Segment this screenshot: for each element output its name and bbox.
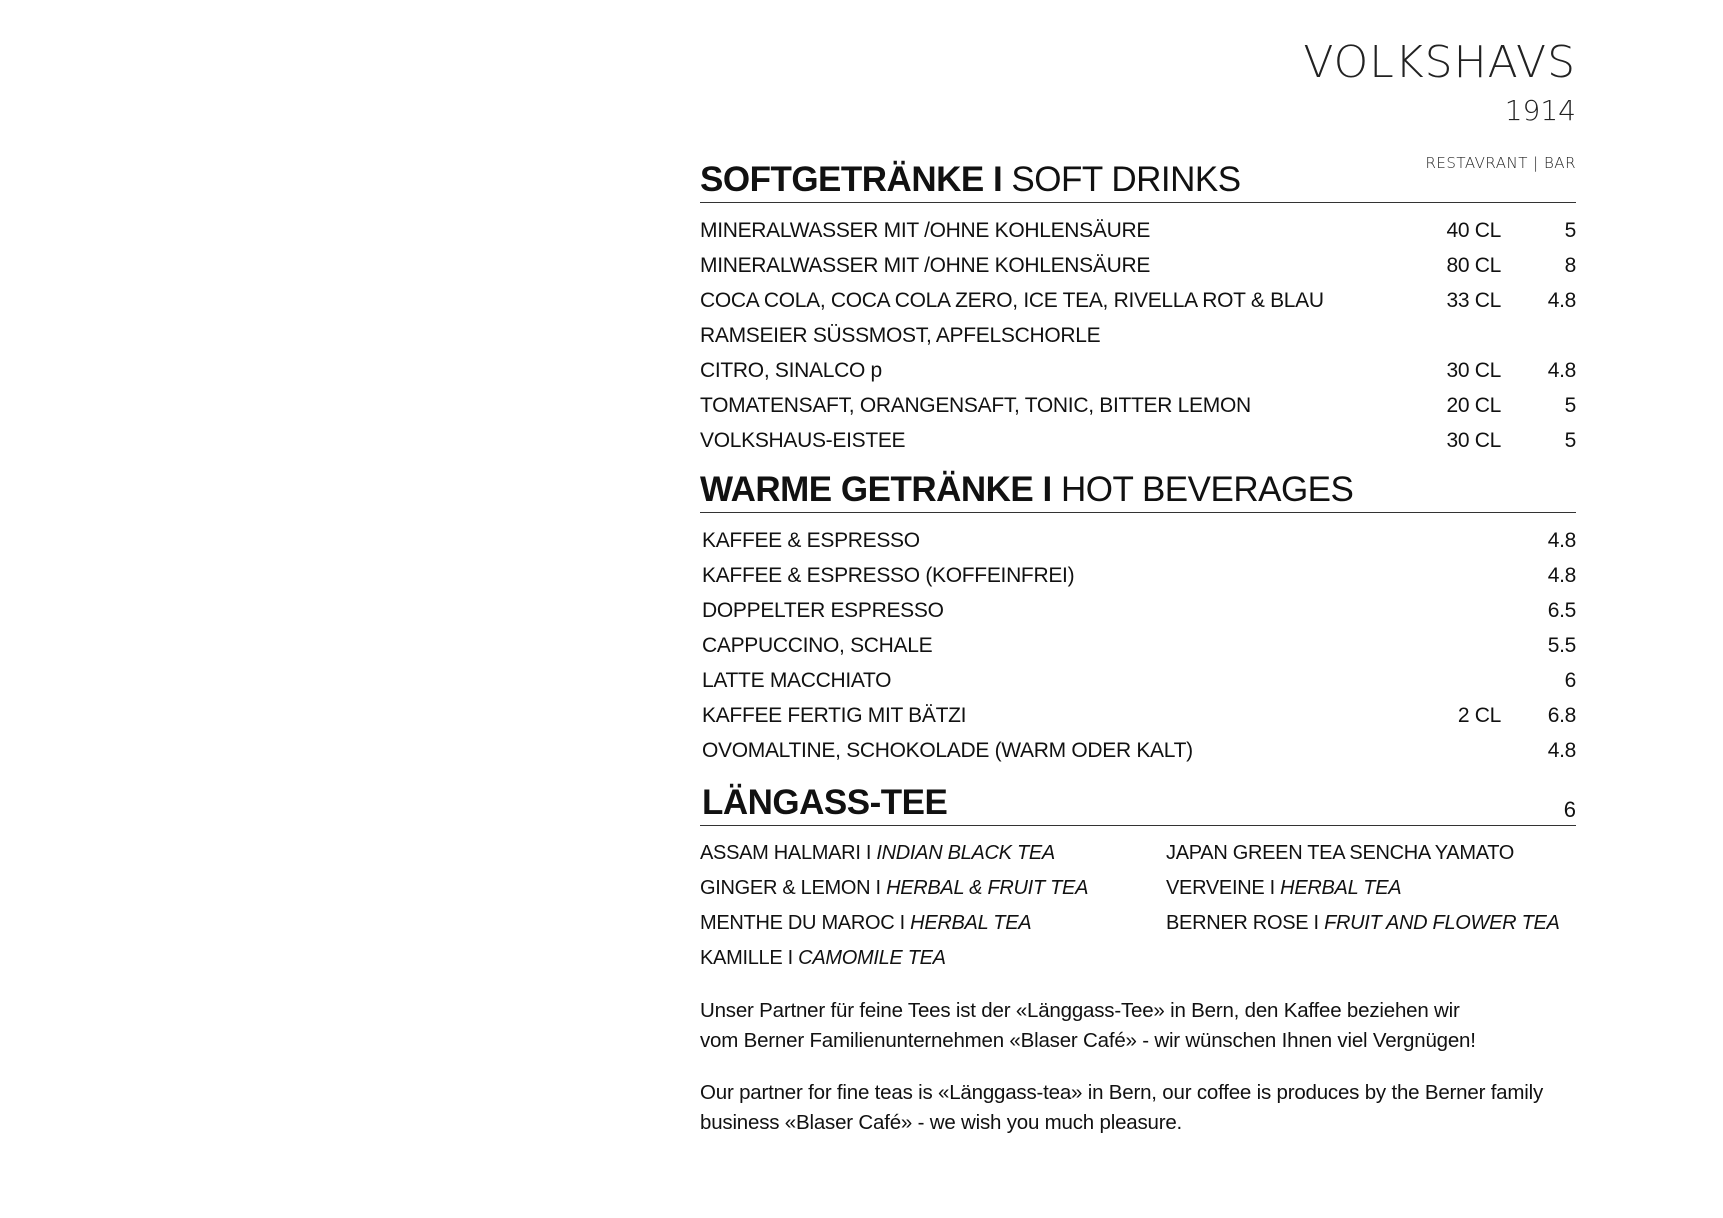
hot-beverages-list bbox=[700, 523, 1576, 768]
item-name: OVOMALTINE, SCHOKOLADE (WARM ODER KALT) bbox=[702, 738, 1193, 762]
section-title-thin: SOFT DRINKS bbox=[1011, 160, 1241, 199]
section-title-bold: WARME GETRÄNKE I bbox=[700, 470, 1052, 509]
item-name: CITRO, SINALCO p bbox=[700, 358, 882, 382]
item-price: 4.8 bbox=[1547, 528, 1576, 552]
item-volume: 80 CL bbox=[1446, 253, 1501, 277]
section-title-bold: SOFTGETRÄNKE I bbox=[700, 160, 1003, 199]
item-price: 8 bbox=[1564, 253, 1576, 277]
section-title bbox=[700, 160, 1576, 203]
menu-item bbox=[700, 318, 1576, 353]
item-price: 6 bbox=[1564, 668, 1576, 692]
item-name: MINERALWASSER MIT /OHNE KOHLENSÄURE bbox=[700, 253, 1151, 277]
item-name: DOPPELTER ESPRESSO bbox=[702, 598, 944, 622]
tea-item bbox=[1166, 871, 1576, 906]
menu-item bbox=[702, 663, 1576, 698]
item-name: MINERALWASSER MIT /OHNE KOHLENSÄURE bbox=[700, 218, 1151, 242]
tea-name: GINGER & LEMON I bbox=[700, 877, 881, 899]
tea-item bbox=[700, 906, 1166, 941]
item-name: TOMATENSAFT, ORANGENSAFT, TONIC, BITTER LEMON bbox=[700, 393, 1251, 417]
tea-item bbox=[700, 836, 1166, 871]
tea-type: HERBAL TEA bbox=[910, 912, 1032, 934]
tea-item bbox=[1166, 941, 1576, 976]
section-hot-beverages bbox=[700, 470, 1576, 768]
item-name: LATTE MACCHIATO bbox=[702, 668, 892, 692]
tea-type: INDIAN BLACK TEA bbox=[876, 842, 1055, 864]
item-name: KAFFEE & ESPRESSO (KOFFEINFREI) bbox=[702, 563, 1075, 587]
section-title bbox=[700, 470, 1576, 513]
item-name: KAFFEE & ESPRESSO bbox=[702, 528, 920, 552]
menu-item bbox=[700, 353, 1576, 388]
tea-type: HERBAL TEA bbox=[1280, 877, 1402, 899]
tea-type: CAMOMILE TEA bbox=[798, 947, 946, 969]
tea-item bbox=[1166, 906, 1576, 941]
tea-item bbox=[700, 941, 1166, 976]
tea-price: 6 bbox=[1563, 797, 1576, 822]
item-price: 4.8 bbox=[1547, 288, 1576, 312]
tea-item bbox=[700, 871, 1166, 906]
item-price: 5 bbox=[1564, 393, 1576, 417]
item-name: COCA COLA, COCA COLA ZERO, ICE TEA, RIVELLA ROT & BLAU bbox=[700, 288, 1324, 312]
item-price: 5.5 bbox=[1547, 633, 1576, 657]
menu-item bbox=[700, 423, 1576, 458]
menu-item bbox=[700, 283, 1576, 318]
notes bbox=[700, 996, 1576, 1138]
item-price: 5 bbox=[1564, 428, 1576, 452]
section-title bbox=[700, 783, 1576, 826]
section-tea bbox=[700, 783, 1576, 976]
brand-year: 1914 bbox=[1504, 94, 1576, 127]
tea-item bbox=[1166, 836, 1576, 871]
soft-drinks-list bbox=[700, 213, 1576, 458]
brand-name: VOLKSHAVS bbox=[1303, 37, 1576, 88]
section-title-bold: LÄNGASS-TEE bbox=[702, 783, 948, 822]
item-price: 4.8 bbox=[1547, 738, 1576, 762]
tea-name: VERVEINE I bbox=[1166, 877, 1275, 899]
item-volume: 30 CL bbox=[1446, 358, 1501, 382]
tea-name: MENTHE DU MAROC I bbox=[700, 912, 905, 934]
item-price: 4.8 bbox=[1547, 358, 1576, 382]
tea-name: ASSAM HALMARI I bbox=[700, 842, 872, 864]
item-name: CAPPUCCINO, SCHALE bbox=[702, 633, 933, 657]
note-german: Unser Partner für feine Tees ist der «Länggass-Tee» in Bern, den Kaffee beziehen wir vom Berner Familienunternehmen «Blaser Café» - wir wünschen Ihnen viel Vergnügen! bbox=[700, 999, 1476, 1052]
menu-item bbox=[702, 628, 1576, 663]
menu-item bbox=[702, 593, 1576, 628]
tea-list bbox=[700, 836, 1576, 976]
menu-item bbox=[700, 213, 1576, 248]
item-volume: 2 CL bbox=[1457, 703, 1501, 727]
brand-subtitle: RESTAVRANT | BAR bbox=[1425, 154, 1576, 172]
item-name: RAMSEIER SÜSSMOST, APFELSCHORLE bbox=[700, 323, 1101, 347]
brand-logo bbox=[1303, 38, 1576, 172]
item-name: VOLKSHAUS-EISTEE bbox=[700, 428, 906, 452]
tea-type: HERBAL & FRUIT TEA bbox=[886, 877, 1089, 899]
note-english: Our partner for fine teas is «Länggass-tea» in Bern, our coffee is produces by the Berner family business «Blaser Café» - we wish you much pleasure. bbox=[700, 1081, 1544, 1134]
section-soft-drinks bbox=[700, 160, 1576, 458]
item-price: 6.5 bbox=[1547, 598, 1576, 622]
tea-name: KAMILLE I bbox=[700, 947, 793, 969]
menu-item bbox=[700, 388, 1576, 423]
menu-item bbox=[702, 558, 1576, 593]
item-volume: 40 CL bbox=[1446, 218, 1501, 242]
item-price: 5 bbox=[1564, 218, 1576, 242]
section-title-thin: HOT BEVERAGES bbox=[1060, 470, 1354, 509]
menu-item bbox=[700, 248, 1576, 283]
item-volume: 30 CL bbox=[1446, 428, 1501, 452]
item-price: 4.8 bbox=[1547, 563, 1576, 587]
item-name: KAFFEE FERTIG MIT BÄTZI bbox=[702, 703, 967, 727]
tea-name: BERNER ROSE I bbox=[1166, 912, 1319, 934]
tea-name: JAPAN GREEN TEA SENCHA YAMATO bbox=[1166, 842, 1515, 864]
item-volume: 33 CL bbox=[1446, 288, 1501, 312]
menu-item bbox=[702, 698, 1576, 733]
tea-type: FRUIT AND FLOWER TEA bbox=[1324, 912, 1560, 934]
menu-item bbox=[702, 733, 1576, 768]
item-price: 6.8 bbox=[1547, 703, 1576, 727]
menu-item bbox=[702, 523, 1576, 558]
item-volume: 20 CL bbox=[1446, 393, 1501, 417]
